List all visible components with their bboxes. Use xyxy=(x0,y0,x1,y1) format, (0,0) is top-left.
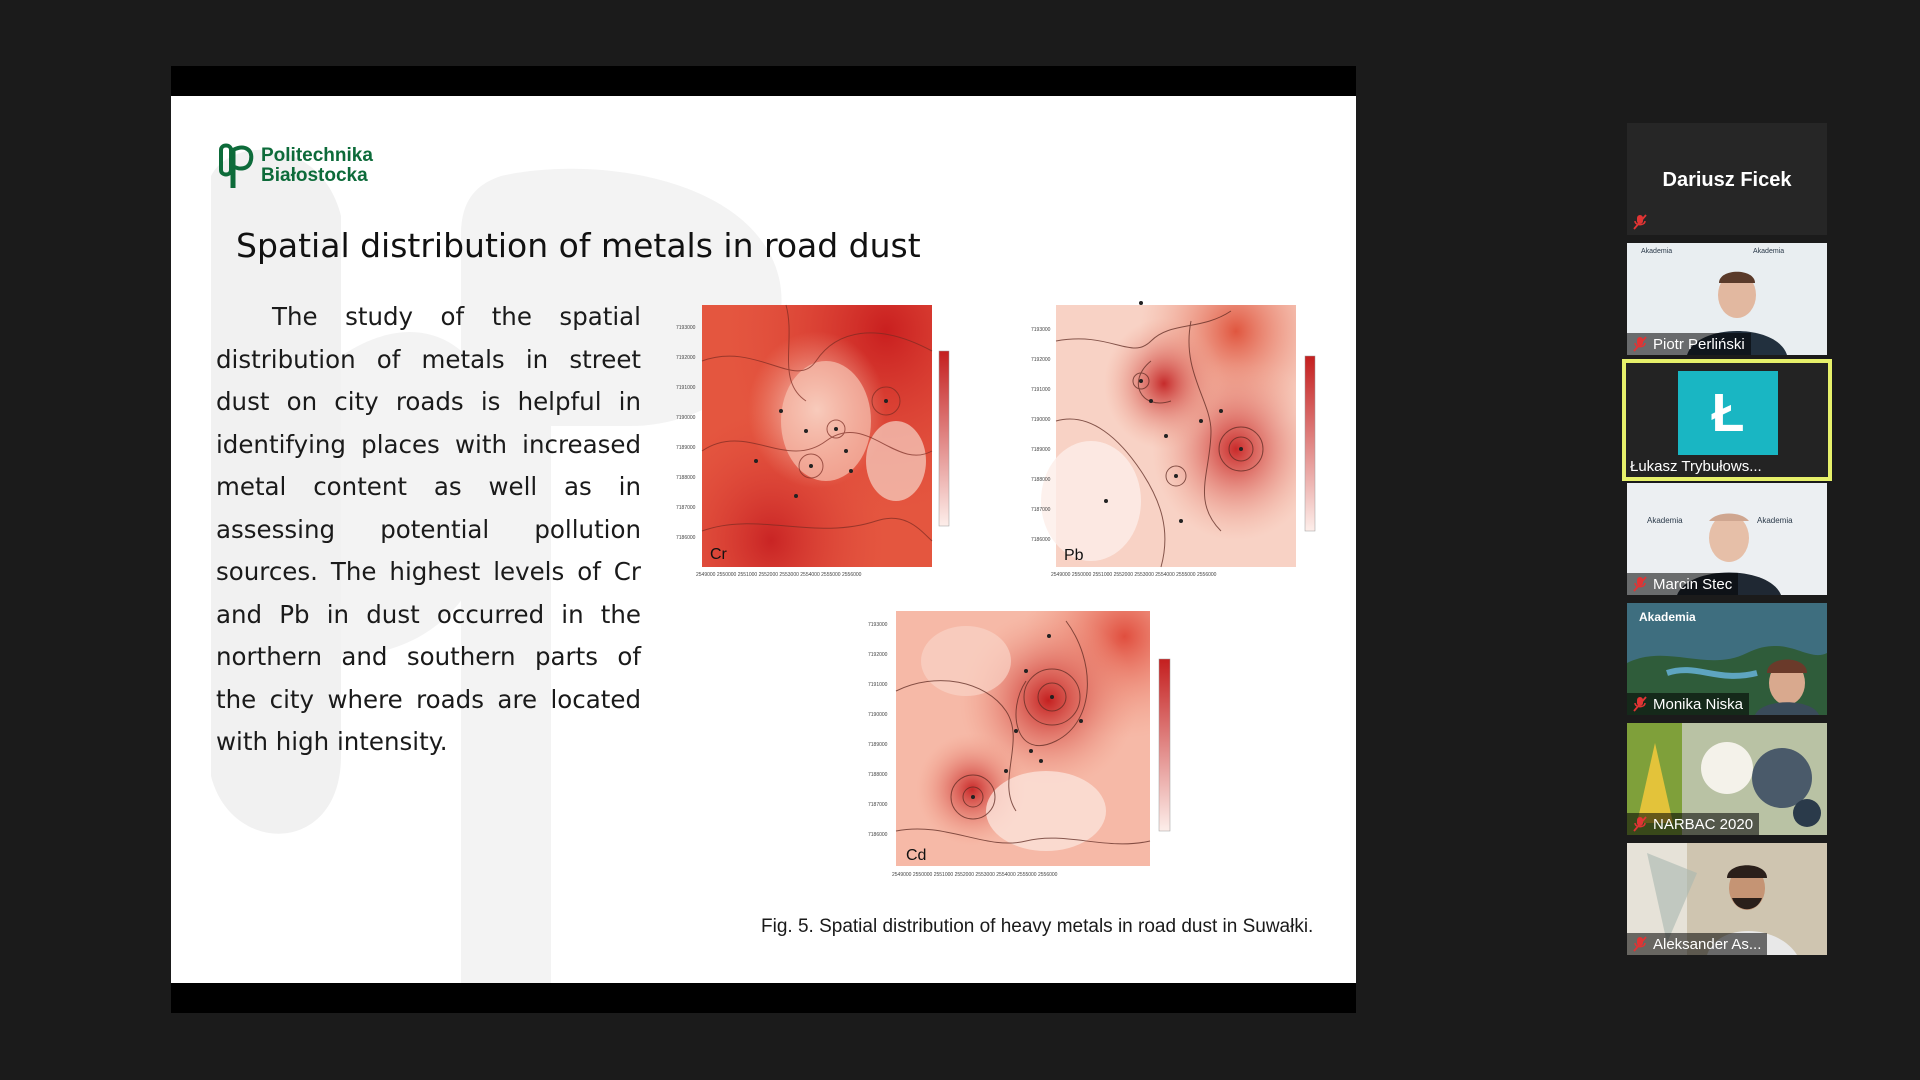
svg-text:Akademia: Akademia xyxy=(1639,610,1696,624)
map-cd-label: Cd xyxy=(906,847,927,864)
svg-text:7193000: 7193000 xyxy=(676,325,696,331)
logo-line-2: Białostocka xyxy=(261,165,368,186)
svg-text:7189000: 7189000 xyxy=(868,742,888,748)
map-cr-label: Cr xyxy=(710,546,727,563)
svg-text:7189000: 7189000 xyxy=(676,445,696,451)
participant-name: NARBAC 2020 xyxy=(1653,815,1754,833)
svg-text:7190000: 7190000 xyxy=(676,415,696,421)
figure-caption: Fig. 5. Spatial distribution of heavy metals in road dust in Suwałki. xyxy=(761,916,1314,937)
participant-tile[interactable] xyxy=(1627,483,1827,595)
svg-text:7191000: 7191000 xyxy=(1031,387,1051,393)
svg-text:7192000: 7192000 xyxy=(868,652,888,658)
participant-name-bar xyxy=(1627,573,1738,595)
participant-name: Łukasz Trybułows... xyxy=(1630,457,1762,475)
svg-text:2549000 2550000 2551000 255200: 2549000 2550000 2551000 2552000 2553000 2554000 2555000 2556000 xyxy=(892,872,1058,878)
participant-tile[interactable] xyxy=(1627,243,1827,355)
svg-text:Akademia: Akademia xyxy=(1647,516,1683,525)
participant-name: Marcin Stec xyxy=(1653,575,1733,593)
svg-text:7193000: 7193000 xyxy=(868,622,888,628)
participant-name: Dariusz Ficek xyxy=(1662,169,1792,191)
svg-text:7193000: 7193000 xyxy=(1031,327,1051,333)
slide-title: Spatial distribution of metals in road dust xyxy=(236,226,921,265)
mic-muted-icon xyxy=(1631,935,1649,953)
svg-text:7189000: 7189000 xyxy=(1031,447,1051,453)
participant-name-bar xyxy=(1627,333,1751,355)
map-pb-label: Pb xyxy=(1064,547,1084,564)
mic-muted-icon xyxy=(1631,575,1649,593)
participant-name: Aleksander As... xyxy=(1653,935,1762,953)
university-logo xyxy=(215,142,373,190)
avatar: Ł xyxy=(1678,371,1778,455)
participant-name-bar xyxy=(1627,933,1767,955)
participant-name-bar xyxy=(1627,813,1759,835)
svg-text:7192000: 7192000 xyxy=(676,355,696,361)
logo-line-1: Politechnika xyxy=(261,145,373,166)
participant-tile[interactable] xyxy=(1627,123,1827,235)
svg-text:2549000 2550000 2551000 255200: 2549000 2550000 2551000 2552000 2553000 2554000 2555000 2556000 xyxy=(1051,572,1217,578)
presentation-slide xyxy=(171,96,1356,983)
participant-tile-active-speaker[interactable] xyxy=(1622,359,1832,481)
svg-text:Akademia: Akademia xyxy=(1753,248,1785,255)
participant-tile[interactable] xyxy=(1627,843,1827,955)
participant-name: Piotr Perliński xyxy=(1653,335,1745,353)
svg-text:7188000: 7188000 xyxy=(676,475,696,481)
mic-muted-icon xyxy=(1631,213,1649,231)
pb-logo-icon xyxy=(215,142,255,190)
svg-text:7186000: 7186000 xyxy=(868,832,888,838)
svg-text:7191000: 7191000 xyxy=(868,682,888,688)
participant-name-bar xyxy=(1627,693,1749,715)
svg-text:2549000 2550000 2551000 255200: 2549000 2550000 2551000 2552000 2553000 2554000 2555000 2556000 xyxy=(696,572,862,578)
participant-name-bar xyxy=(1626,455,1768,477)
svg-text:7187000: 7187000 xyxy=(1031,507,1051,513)
mic-muted-icon xyxy=(1631,335,1649,353)
svg-text:7190000: 7190000 xyxy=(868,712,888,718)
logo-text xyxy=(261,146,373,186)
svg-text:7187000: 7187000 xyxy=(676,505,696,511)
svg-text:7186000: 7186000 xyxy=(1031,537,1051,543)
map-cd xyxy=(866,601,1196,891)
map-cr xyxy=(676,301,966,581)
mic-muted-icon xyxy=(1631,815,1649,833)
slide-body-text: The study of the spatial distribution of metals in street dust on city roads is helpful in identifying places with increased metal content as well as in assessing potential pollution sources. The highest levels of Cr and Pb in dust occurred in the northern and southern parts of the city where roads are located with high intensity. xyxy=(216,302,641,756)
svg-text:7188000: 7188000 xyxy=(1031,477,1051,483)
mic-muted-icon xyxy=(1631,695,1649,713)
participant-tile[interactable] xyxy=(1627,603,1827,715)
svg-text:Akademia: Akademia xyxy=(1641,248,1673,255)
svg-text:7191000: 7191000 xyxy=(676,385,696,391)
participant-name: Monika Niska xyxy=(1653,695,1744,713)
svg-text:7186000: 7186000 xyxy=(676,535,696,541)
svg-text:7187000: 7187000 xyxy=(868,802,888,808)
svg-text:7190000: 7190000 xyxy=(1031,417,1051,423)
shared-screen xyxy=(171,66,1356,1013)
participant-tile[interactable] xyxy=(1627,723,1827,835)
map-pb xyxy=(1031,301,1331,581)
svg-text:Akademia: Akademia xyxy=(1757,516,1793,525)
svg-text:7192000: 7192000 xyxy=(1031,357,1051,363)
svg-text:7188000: 7188000 xyxy=(868,772,888,778)
